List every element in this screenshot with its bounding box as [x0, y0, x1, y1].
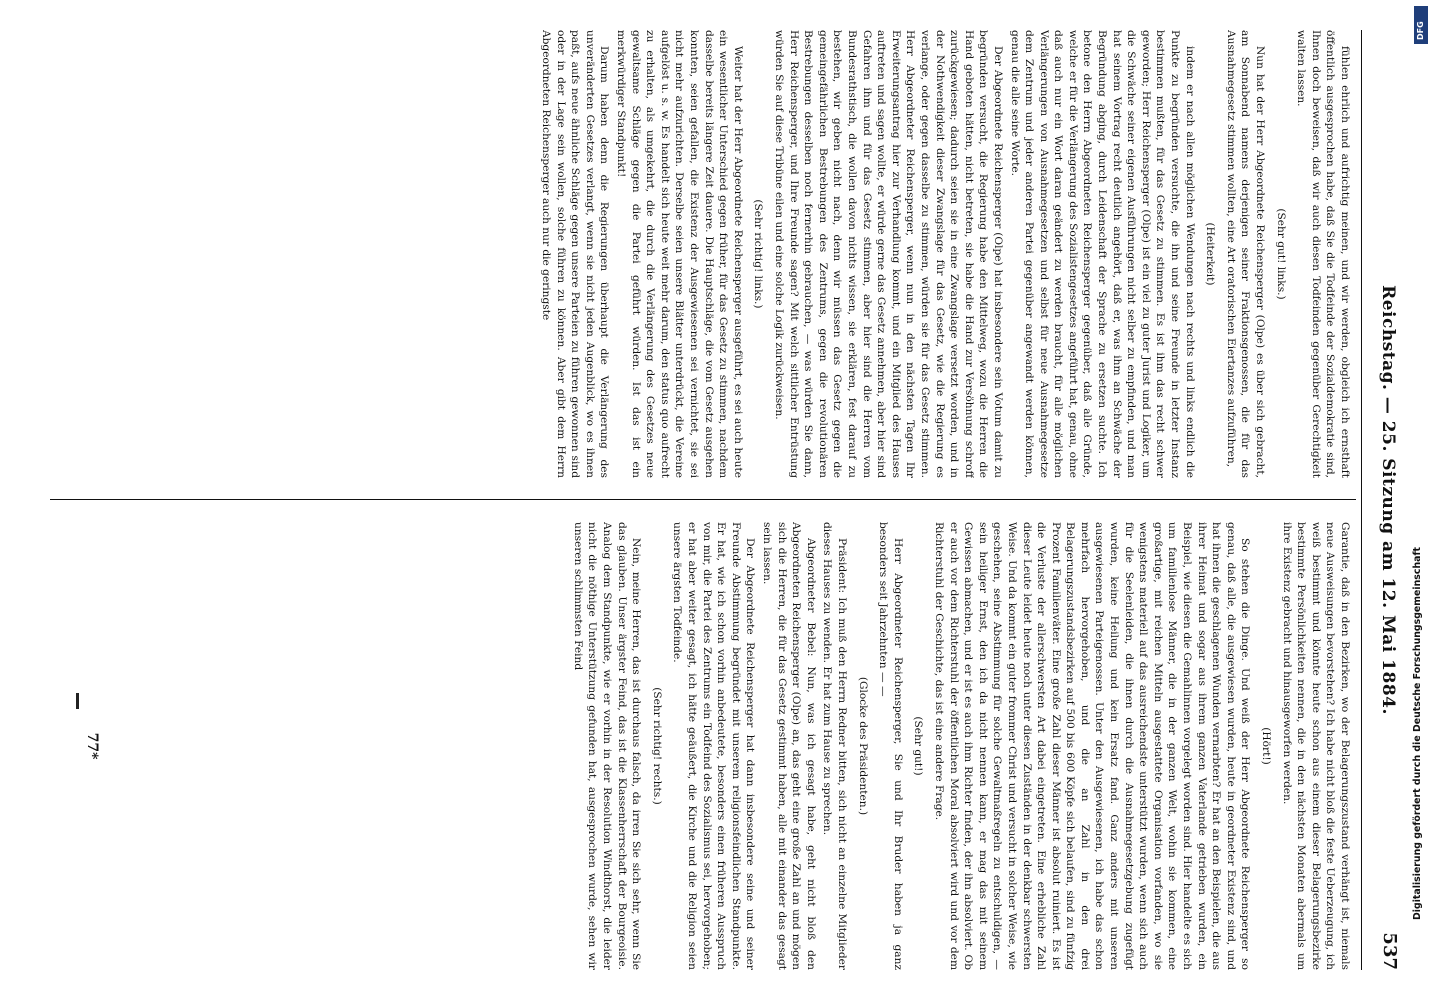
paragraph: Nein, meine Herren, das ist durchaus falsch, da irren Sie sich sehr, wenn Sie das glauben. Unser ärgster Feind, das ist die Klassenherrschaft der Bourgeoisie. Analog dem Standpunkte, wie er vorhin in der Resolution Windthorst, die leider nicht die nöthige Unterstützung gefunden hat, ausgesprochen wurde, sehen wir unseren schlimmsten Feind: [571, 522, 643, 970]
stage-direction: (Sehr richtig! rechts.): [650, 687, 663, 805]
stage-direction: (Sehr gut! links.): [1274, 208, 1287, 300]
scan-mark: [76, 693, 79, 709]
paragraph: indem er nach allen möglichen Wendungen nach rechts und links endlich die Punkte zu begründen versuchte, die ihn und seine Freunde in letzter Instanz bestimmen mußten, für das Gesetz zu stimmen. Es ist ihm das recht schwer geworden; Herr Reichensperger (Olpe) ist ein viel zu guter Jurist und Logiker, um die Schwäche seiner eigenen Ausführungen nicht selber zu empfinden, und man hat seinem Vortrag recht deutlich angehört, daß er, was ihm an Schwäche der Begründung abging, durch Leidenschaft der Sprache zu ersetzen suchte. Ich betone den Herrn Abgeordneten Reichensperger gegenüber, daß alle Gründe, welche er für die Verlängerung des Sozialistengesetzes angeführt hat, genau, ohne daß auch nur ein Wort daran geändert zu werden braucht, für alle möglichen Verlängerungen von Ausnahmegesetzen und selbst für neue Ausnahmegesetze dem Zentrum und jeder anderen Partei gegenüber angewandt werden können, genau die alle seine Worte.: [1008, 30, 1196, 478]
paragraph: Nun hat der Herr Abgeordnete Reichensperger (Olpe) es über sich gebracht, am Sonnabend namens derjenigen seiner Fraktionsgenossen, die für das Ausnahmegesetz stimmen wollten, eine Art oratorischen Eiertanzes aufzuführen,: [1224, 30, 1267, 478]
paragraph: Garantie, daß in den Bezirken, wo der Belagerungszustand verhängt ist, niemals neue Ausweisungen bevorstehen? Ich habe nicht bloß die feste Ueberzeugung, ich weiß bestimmt und könnte heute schon aus einem dieser Belagerungsbezirke bestimmte Persönlichkeiten nennen, die in den nächsten Monaten abermals um ihre Existenz gebracht und hinausgeworfen werden.: [1280, 522, 1351, 970]
paragraph: Präsident: Ich muß den Herrn Redner bitten, sich nicht an einzelne Mitglieder dieses Hauses zu wenden. Er hat zum Hause zu sprechen.: [821, 522, 848, 970]
left-column: [52, 30, 1352, 478]
stage-direction: (Heiterkeit): [1204, 222, 1217, 286]
page-number: 537: [1379, 932, 1400, 970]
catchword: 77*: [84, 732, 100, 760]
digitization-note: [1412, 80, 1426, 920]
paragraph: Abgeordneter Bebel: Nun, was ich gesagt habe, geht nicht bloß den Abgeordneten Reichensperger (Olpe) an, das geht eine große Zahl an und mögen sich die Herren, die für das Gesetz gestimmt haben, alle mit einander das gesagt sein lassen.: [761, 522, 817, 970]
stage-direction: (Sehr gut!): [912, 716, 925, 776]
paragraph: Darum haben denn die Regierungen überhaupt die Verlängerung des unveränderten Gesetzes verlangt, wenn sie nicht jeden Augenblick, wo es ihnen paßt, aufs neue ähnliche Schläge gegen unsere Parteien zu führen gewonnen sind oder in der Lage sein wollen, solche führen zu können. Aber gibt dem Herrn Abgeordneten Reichensperger auch nur die geringste: [540, 30, 611, 478]
page-header: [1361, 30, 1410, 970]
paragraph: So stehen die Dinge. Und weiß der Herr Abgeordnete Reichensperger so genau, daß alle, die ausgewiesen wurden, heute in geordneter Existenz sind, und hat ihnen die geschlagenen Wunden vernarbten? Er hat an den Beispielen, die aus ihrer Heimat und sogar aus ihrem ganzen Vaterlande getrieben wurden, ein Beispiel, wie diesen die Gemahlinnen vorgelegt worden sind. Hier handelte es sich um familienlose Männer, die in der ganzen Welt, wohin sie kommen, eine großartige, mit reichen Mitteln ausgestattete Organisation vorfanden, wo sie wenigstens materiell auf das ausreichendste unterstützt wurden, wenn sich auch für die Seelenleiden, die ihnen durch die Ausnahmegesetzgebung zugefügt wurden, keine Heilung und kein Ersatz fand. Ganz anders mit unseren ausgewiesenen Parteigenossen. Unter den Ausgewiesenen, ich habe das schon mehrfach hervorgehoben, und die an Zahl in den drei Belagerungszustandsbezirken auf 500 bis 600 Köpfe sich belaufen, sind zu fünfzig Prozent Familienväter. Eine große Zahl dieser Männer ist absolut ruiniert. Es ist die Verluste der allerschwersten Art dabei eingetreten. Eine erhebliche Zahl dieser Leute leidet heute noch unter diesen Zuständen in der denkbar schwersten Weise. Und da kommt ein guter frommer Christ und versucht in solcher Weise, wie geschehen, seine Abstimmung für solche Gewaltmaßregeln zu entschuldigen, — sein heiliger Ernst, den ich da nicht nennen kann, er mag das mit seinem Gewissen abmachen, und er ist es auch ihm Richter finden, der ihn absolviert. Ob er auch vor dem Richterstuhl der öffentlichen Moral absolviert wird und vor dem Richterstuhl der Geschichte, das ist eine andere Frage.: [932, 522, 1252, 970]
stage-direction: (Sehr richtig! links.): [752, 199, 765, 309]
right-column: [52, 522, 1352, 970]
stage-direction: (Hört!): [1260, 727, 1273, 765]
paragraph: fühlen ehrlich und aufrichtig meinen, und wir werden, obgleich ich ernsthaft öffentlich ausgesprochen habe, daß Sie die Todfeinde der Sozialdemokratie sind, Ihnen doch beweisen, daß wir auch diesen Todfeinden gegenüber Gerechtigkeit walten lassen.: [1295, 30, 1351, 478]
column-divider: [50, 499, 1356, 500]
dfg-logo-text: DFG: [1416, 21, 1425, 40]
paragraph: Der Abgeordnete Reichensperger (Olpe) hat insbesondere sein Votum damit zu begründen versucht, die Regierung habe den Mittelweg, wozu die Herren die Hand geboten hätten, nicht betreten, sie habe die Hand zur Versöhnung schroff zurückgewiesen; dadurch seien sie in eine Zwangslage versetzt worden, und in der Nothwendigkeit dieser Zwangslage für das Gesetz, wie die Regierung es verlange, oder gegen dasselbe zu stimmen, würden sie für das Gesetz stimmen. Herr Abgeordneter Reichensperger, wenn nun in den nächsten Tagen Ihr Erweiterungsantrag hier zur Verhandlung kommt, und ein Mitglied des Hauses auftreten und sagen wollte, er würde gerne das Gesetz annehmen, aber hier sind Gefahren ihm und für das Gesetz stimmen, aber hier sind die Herren vom Bundesrathstisch, die wollen davon nichts wissen, sie erklären, fest darauf zu bestehen, wir geben nicht nach, denn wir müssen das Gesetz gegen die gemeingefährlichen Bestrebungen des Zentrums, gegen die revolutionären Bestrebungen desselben noch fernerhin gebrauchen, — was würden Sie dann, Herr Reichensperger, und Ihre Freunde sagen? Mit welch sittlicher Entrüstung würden Sie auf diese Tribüne eilen und eine solche Logik zurückweisen.: [773, 30, 1004, 478]
paragraph: Der Abgeordnete Reichensperger hat dann insbesondere seine und seiner Freunde Abstimmung begründet mit unserem religionsfeindlichen Standpunkte. Er hat, wie ich schon vorhin anbedeutete, besonders einen früheren Ausspruch von mir, die Partei des Zentrums ein Todfeind des Sozialismus sei, hervorgehoben; er hat aber weiter gesagt, ich hätte geäußert, die Kirche und die Religion seien unsere ärgsten Todfeinde.: [671, 522, 757, 970]
rotated-page-body: [30, 30, 1410, 970]
running-head: Reichstag. — 25. Sitzung am 12. Mai 1884.: [1378, 285, 1398, 715]
dfg-logo: [1414, 6, 1428, 44]
scanned-page: [30, 30, 1410, 970]
paragraph: Weiter hat der Herr Abgeordnete Reichensperger ausgeführt, es sei auch heute ein wesentlicher Unterschied gegen früher, für das Gesetz zu stimmen, nachdem dasselbe bereits längere Zeit dauere. Die Hauptschläge, die vom Gesetz ausgehen konnten, seien gefallen, die Existenz der Ausgewiesenen sei vernichtet, sie sei nicht mehr aufzurichten. Derselbe seien unsere Blätter unterdrückt, die Vereine aufgelöst u. s. w. Es handelt sich heute weit mehr darum, den status quo aufrecht zu erhalten, als umgekehrt, die durch die Verlängerung des Gesetzes neue gewaltsame Schläge gegen die Partei geführt würden. Ist das ist ein merkwürdiger Standpunkt!: [615, 30, 744, 478]
digitization-text: Digitalisierung gefördert durch die Deutsche Forschungsgemeinschaft: [1412, 546, 1423, 920]
stage-direction: (Glocke des Präsidenten.): [856, 676, 869, 816]
paragraph: Herr Abgeordneter Reichensperger, Sie und Ihr Bruder haben ja ganz besonders seit Jahrzehnten — —: [877, 522, 904, 970]
